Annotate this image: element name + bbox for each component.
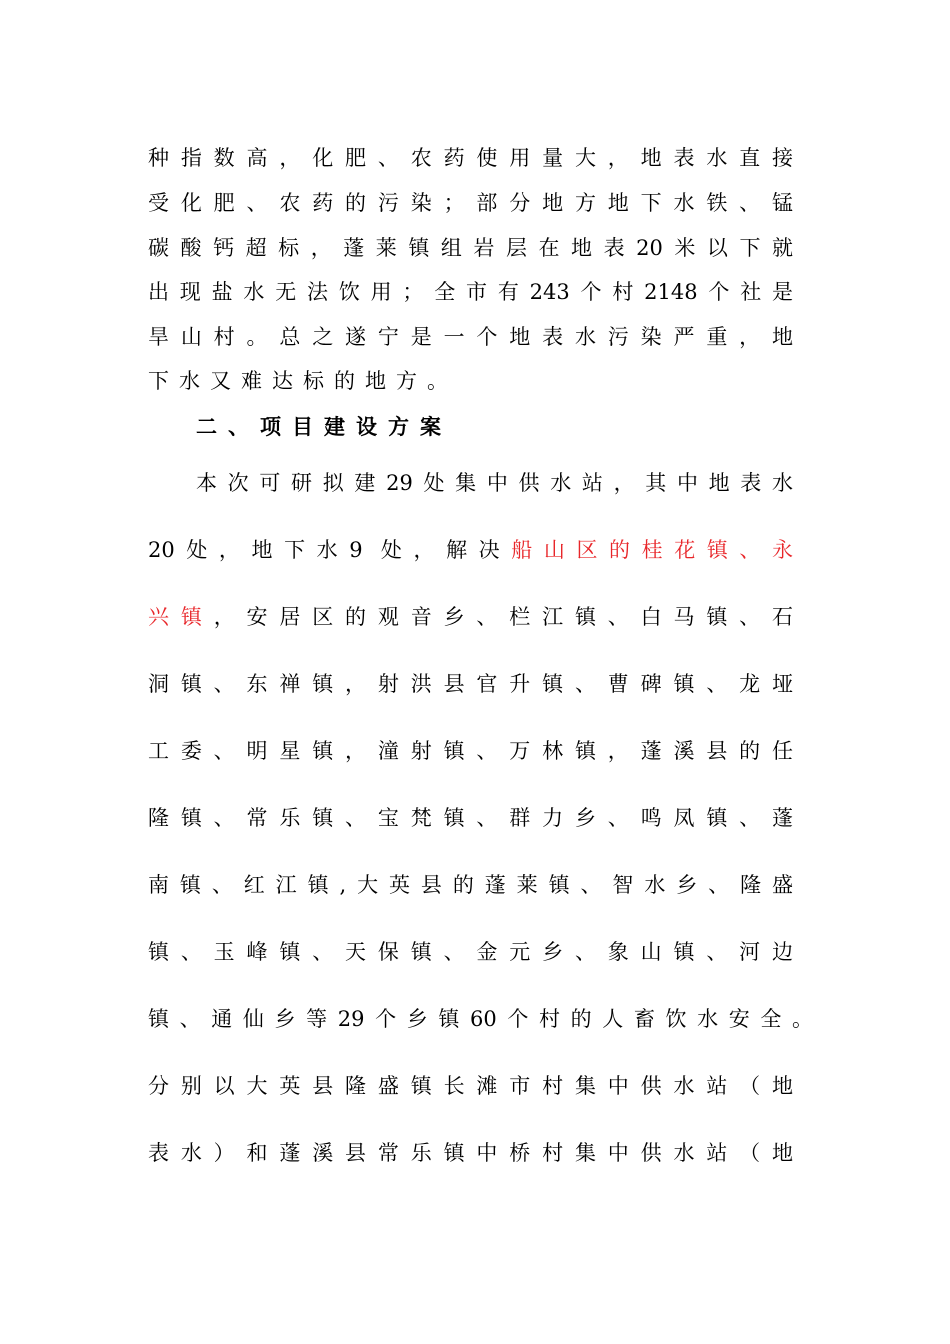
paragraph-1-line-5: 旱山村。总之遂宁是一个地表水污染严重，地 — [148, 325, 793, 349]
highlighted-town-names-cont: 兴镇 — [148, 605, 214, 629]
paragraph-2-line-5: 工委、明星镇，潼射镇、万林镇，蓬溪县的任 — [148, 739, 793, 763]
paragraph-1-line-6: 下水又难达标的地方。 — [148, 369, 458, 393]
paragraph-2-line-2-text: 20处，地下水9 处，解决 — [148, 538, 512, 562]
section-heading: 二、项目建设方案 — [196, 414, 452, 439]
paragraph-2-line-9: 镇、通仙乡等29个乡镇60个村的人畜饮水安全。 — [148, 1007, 813, 1031]
paragraph-2-line-11: 表水）和蓬溪县常乐镇中桥村集中供水站（地 — [148, 1141, 793, 1165]
paragraph-1-line-4: 出现盐水无法饮用；全市有243个村2148个社是 — [148, 280, 793, 304]
paragraph-2-line-3-text: ，安居区的观音乡、栏江镇、白马镇、石 — [213, 605, 794, 629]
paragraph-1-line-1: 种指数高，化肥、农药使用量大，地表水直接 — [148, 146, 793, 170]
highlighted-town-names: 船山区的桂花镇、永 — [511, 538, 793, 562]
paragraph-2-line-2 — [148, 535, 793, 565]
paragraph-2-line-6: 隆镇、常乐镇、宝梵镇、群力乡、鸣凤镇、蓬 — [148, 806, 793, 830]
paragraph-2-line-8: 镇、玉峰镇、天保镇、金元乡、象山镇、河边 — [148, 940, 793, 964]
paragraph-2-line-7: 南镇、红江镇,大英县的蓬莱镇、智水乡、隆盛 — [148, 873, 793, 897]
paragraph-1-line-2: 受化肥、农药的污染；部分地方地下水铁、锰 — [148, 191, 793, 215]
paragraph-2-line-1: 本次可研拟建29处集中供水站，其中地表水 — [196, 471, 793, 495]
paragraph-1-line-3: 碳酸钙超标，蓬莱镇组岩层在地表20米以下就 — [148, 236, 793, 260]
paragraph-2-line-4: 洞镇、东禅镇，射洪县官升镇、曹碑镇、龙垭 — [148, 672, 793, 696]
paragraph-2-line-10: 分别以大英县隆盛镇长滩市村集中供水站（地 — [148, 1074, 793, 1098]
paragraph-2-line-3 — [148, 602, 793, 632]
